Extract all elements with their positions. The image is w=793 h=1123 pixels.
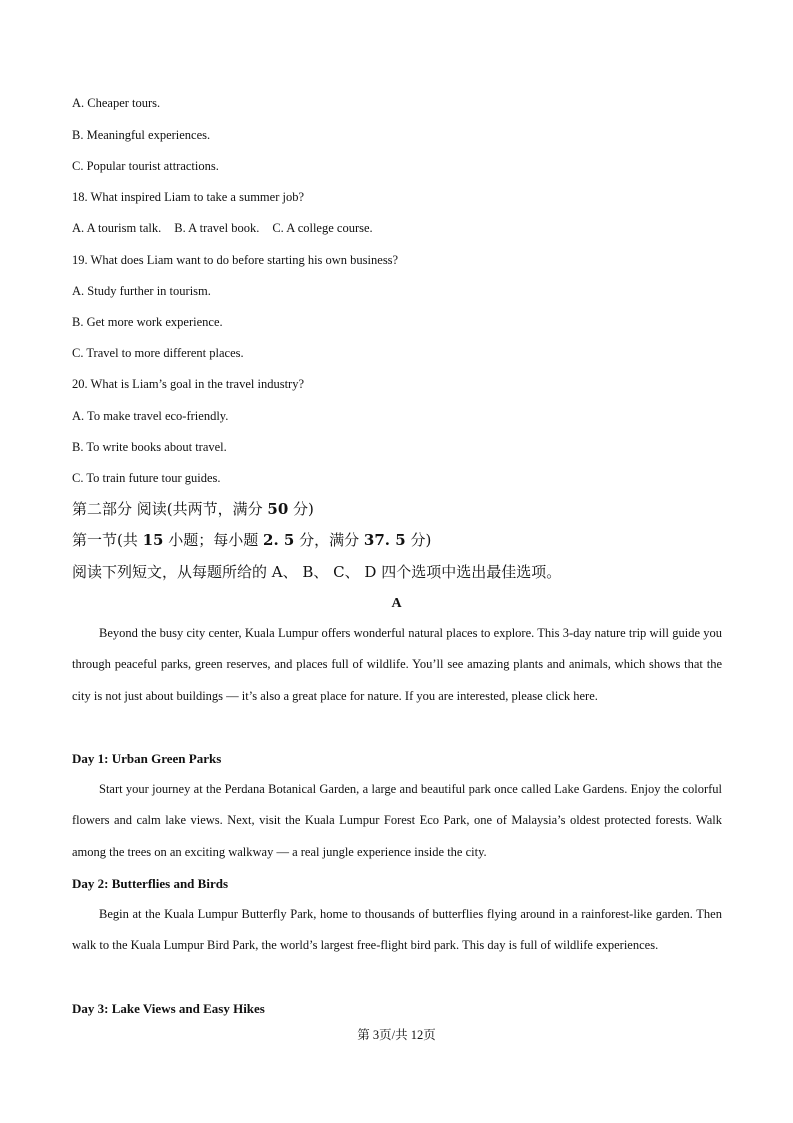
q18-question: 18. What inspired Liam to take a summer job? xyxy=(72,190,305,204)
page-footer: 第 3页/共 12页 xyxy=(357,1028,436,1042)
day1-heading: Day 1: Urban Green Parks xyxy=(72,751,222,766)
q20-option-b: B. To write books about travel. xyxy=(72,440,227,454)
q19-option-c: C. Travel to more different places. xyxy=(72,346,244,360)
day2-text: Begin at the Kuala Lumpur Butterfly Park, home to thousands of butterflies flying around in a rainforest-like garden. Then walk to the Kuala Lumpur Bird Park, the world’s largest free-flight bird park. This day is full of wildlife experiences. xyxy=(72,907,722,953)
q19-option-b: B. Get more work experience. xyxy=(72,315,223,329)
part2-title: 第二部分 阅读(共两节，满分 50 分) xyxy=(72,500,314,518)
passage-label: A xyxy=(391,596,402,611)
section1-title: 第一节(共 15 小题；每小题 2. 5 分，满分 37. 5 分) xyxy=(72,531,432,549)
q18-option-b: B. A travel book. xyxy=(174,221,260,235)
q18-option-a: A. A tourism talk. xyxy=(72,221,162,235)
day3-heading: Day 3: Lake Views and Easy Hikes xyxy=(72,1001,265,1016)
reading-instruction: 阅读下列短文，从每题所给的 A、 B、 C、 D 四个选项中选出最佳选项。 xyxy=(72,563,562,581)
q18-option-c: C. A college course. xyxy=(272,221,373,235)
q20-question: 20. What is Liam’s goal in the travel industry? xyxy=(72,377,305,391)
q19-question: 19. What does Liam want to do before starting his own business? xyxy=(72,253,399,267)
q20-option-a: A. To make travel eco-friendly. xyxy=(72,409,229,423)
q17-option-a: A. Cheaper tours. xyxy=(72,96,161,110)
day2-heading: Day 2: Butterflies and Birds xyxy=(72,876,228,891)
q17-option-b: B. Meaningful experiences. xyxy=(72,128,211,142)
q18-options xyxy=(72,220,386,236)
passage-intro: Beyond the busy city center, Kuala Lumpur offers wonderful natural places to explore. This 3-day nature trip will guide you through peaceful parks, green reserves, and places full of wildlife. You’ll see amazing plants and animals, which shows that the city is not just about buildings — it’s also a great place for nature. If you are interested, please click here. xyxy=(72,626,722,703)
q20-option-c: C. To train future tour guides. xyxy=(72,471,221,485)
q17-option-c: C. Popular tourist attractions. xyxy=(72,159,219,173)
day1-text: Start your journey at the Perdana Botanical Garden, a large and beautiful park once called Lake Gardens. Enjoy the colorful flowers and calm lake views. Next, visit the Kuala Lumpur Forest Eco Park, one of Malaysia’s oldest protected forests. Walk among the trees on an exciting walkway — a real jungle experience inside the city. xyxy=(72,782,722,859)
q19-option-a: A. Study further in tourism. xyxy=(72,284,211,298)
